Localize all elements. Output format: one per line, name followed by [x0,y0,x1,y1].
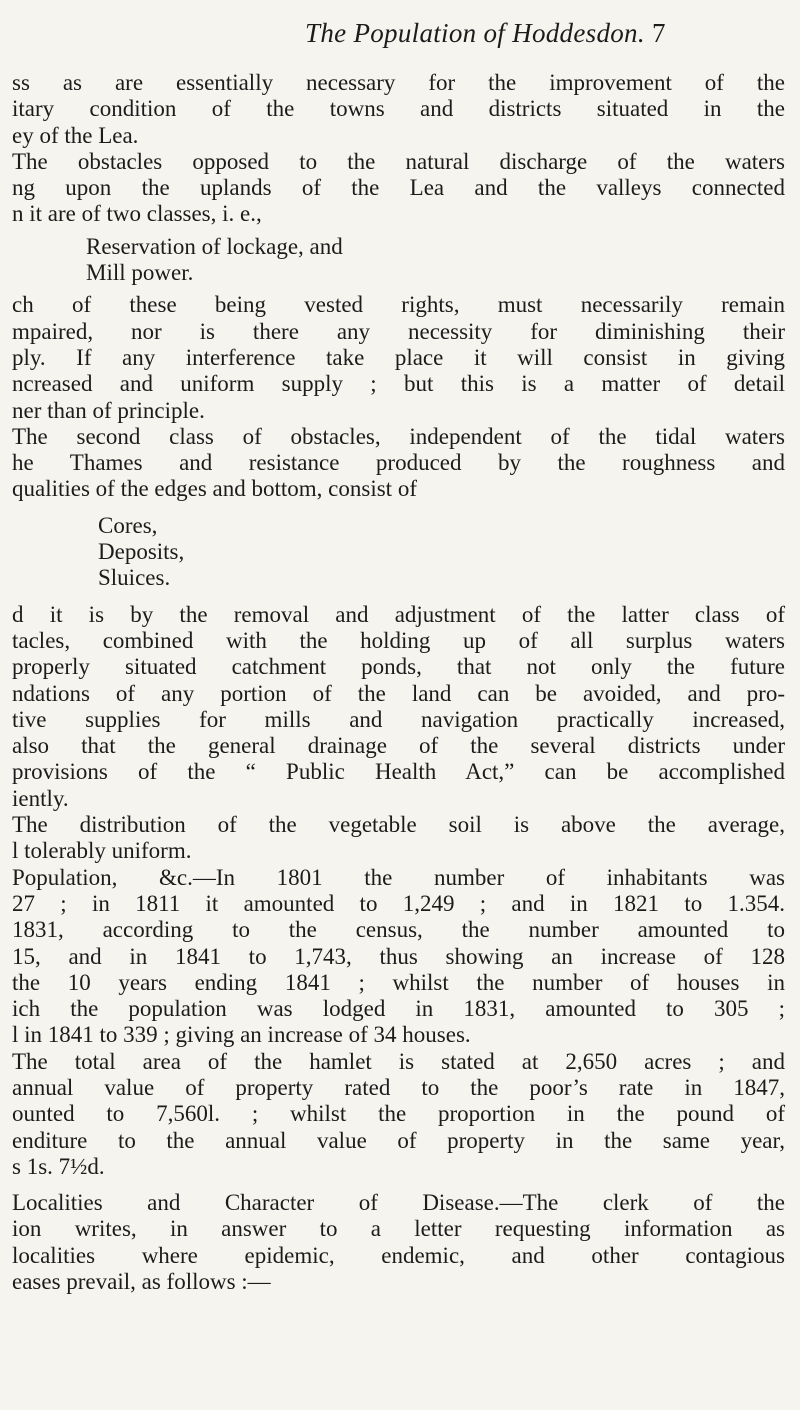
text-line: annual value of property rated to the poor’s rate in 1847, [12,1074,785,1100]
text-line: l tolerably uniform. [12,838,192,864]
paragraph [0,865,795,1049]
text-line: localities where epidemic, endemic, and other contagious [12,1242,785,1268]
paragraph [0,602,795,812]
text-line: qualities of the edges and bottom, consist of [12,476,417,502]
paragraph [0,424,795,503]
text-line: iently. [12,785,69,811]
text-line: l in 1841 to 339 ; giving an increase of 34 houses. [12,1022,471,1048]
text-line: ner than of principle. [12,397,205,423]
list-item: Mill power. [86,260,194,286]
text-line: ply. If any interference take place it will consist in giving [12,344,785,370]
text-line: 27 ; in 1811 it amounted to 1,249 ; and in 1821 to 1.354. [12,890,785,916]
text-line: ich the population was lodged in 1831, amounted to 305 ; [12,996,785,1022]
text-line: The obstacles opposed to the natural discharge of the waters [12,148,785,174]
text-line: enditure to the annual value of property in the same year, [12,1127,785,1153]
text-line: The total area of the hamlet is stated at 2,650 acres ; and [12,1048,785,1074]
text-line: properly situated catchment ponds, that not only the future [12,654,785,680]
page-header [0,18,800,58]
text-line: mpaired, nor is there any necessity for diminishing their [12,318,785,344]
list-item: Sluices. [98,565,171,591]
text-line: The distribution of the vegetable soil is above the average, [12,812,785,838]
list [0,513,795,592]
text-line: the 10 years ending 1841 ; whilst the number of houses in [12,969,785,995]
paragraph [0,1190,795,1295]
text-line: itary condition of the towns and districts situated in the [12,96,785,122]
text-line: ndations of any portion of the land can be avoided, and pro- [12,680,785,706]
text-line: Population, &c.—In 1801 the number of inhabitants was [12,864,785,890]
list [0,234,795,287]
text-line: Localities and Character of Disease.—The clerk of the [12,1190,785,1216]
text-line: ss as are essentially necessary for the improvement of the [12,70,785,95]
text-line: tive supplies for mills and navigation practically increased, [12,706,785,732]
text-line: ng upon the uplands of the Lea and the valleys connected [12,175,785,201]
list-item: Cores, [98,512,158,538]
text-line: ncreased and uniform supply ; but this is a matter of detail [12,371,785,397]
text-line: eases prevail, as follows :— [12,1269,271,1295]
text-line: ounted to 7,560l. ; whilst the proportion in the pound of [12,1101,785,1127]
list-item: Deposits, [98,539,185,565]
body-text [0,70,795,1295]
text-line: 15, and in 1841 to 1,743, thus showing an increase of 128 [12,943,785,969]
paragraph [0,292,795,423]
page-number: 7 [652,18,666,48]
paragraph [0,70,795,149]
text-line: ion writes, in answer to a letter requesting information as [12,1216,785,1242]
text-line: d it is by the removal and adjustment of the latter class of [12,601,785,627]
text-line: ch of these being vested rights, must necessarily remain [12,292,785,318]
text-line: ey of the Lea. [12,122,139,148]
text-line: The second class of obstacles, independent of the tidal waters [12,423,785,449]
text-line: provisions of the “ Public Health Act,” can be accomplished [12,759,785,785]
paragraph [0,812,795,865]
text-line: he Thames and resistance produced by the roughness and [12,450,785,476]
text-line: also that the general drainage of the several districts under [12,733,785,759]
list-item: Reservation of lockage, and [86,233,343,259]
text-line: tacles, combined with the holding up of all surplus waters [12,627,785,653]
text-line: 1831, according to the census, the number amounted to [12,917,785,943]
text-line: n it are of two classes, i. e., [12,201,262,227]
paragraph [0,149,795,228]
text-line: s 1s. 7½d. [12,1153,105,1179]
running-title: The Population of Hoddesdon. [305,18,645,48]
paragraph [0,1049,795,1180]
